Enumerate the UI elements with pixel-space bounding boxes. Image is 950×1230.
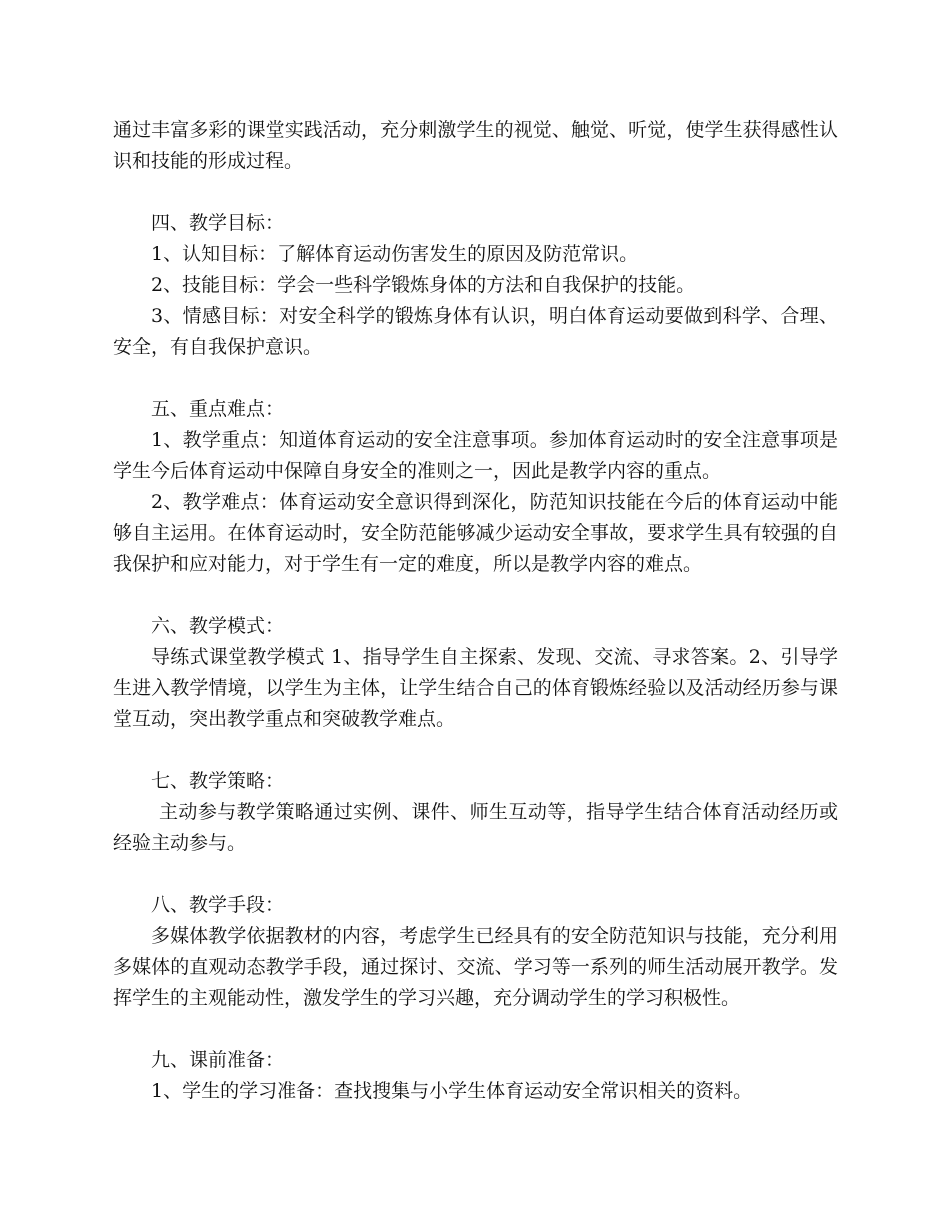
section-4-item-2: 2、技能目标：学会一些科学锻炼身体的方法和自我保护的技能。	[151, 274, 696, 296]
section-7-heading: 七、教学策略：	[151, 770, 285, 792]
section-8-body: 多媒体教学依据教材的内容，考虑学生已经具有的安全防范知识与技能，充分利用多媒体的直观动态教学手段，通过探讨、交流、学习等一系列的师生活动展开教学。发挥学生的主观能动性，激发学生的学习兴趣，充分调动学生的学习积极性。	[113, 925, 838, 1009]
section-4-item-3: 3、情感目标：对安全科学的锻炼身体有认识，明白体育运动要做到科学、合理、安全，有自我保护意识。	[113, 305, 838, 358]
section-7-body: 主动参与教学策略通过实例、课件、师生互动等，指导学生结合体育活动经历或经验主动参与。	[113, 801, 838, 854]
intro-paragraph: 通过丰富多彩的课堂实践活动，充分刺激学生的视觉、触觉、听觉，使学生获得感性认识和技能的形成过程。	[113, 119, 838, 172]
section-5-heading: 五、重点难点：	[151, 398, 285, 420]
section-9-heading: 九、课前准备：	[151, 1049, 285, 1071]
section-4-heading: 四、教学目标：	[151, 212, 285, 234]
section-5-item-2: 2、教学难点：体育运动安全意识得到深化，防范知识技能在今后的体育运动中能够自主运用。在体育运动时，安全防范能够减少运动安全事故，要求学生具有较强的自我保护和应对能力，对于学生有一定的难度，所以是教学内容的难点。	[113, 491, 838, 575]
section-6-body: 导练式课堂教学模式 1、指导学生自主探索、发现、交流、寻求答案。2、引导学生进入教学情境，以学生为主体，让学生结合自己的体育锻炼经验以及活动经历参与课堂互动，突出教学重点和突破教学难点。	[113, 646, 838, 730]
section-9-item-1: 1、学生的学习准备：查找搜集与小学生体育运动安全常识相关的资料。	[151, 1080, 753, 1102]
section-5-item-1: 1、教学重点：知道体育运动的安全注意事项。参加体育运动时的安全注意事项是学生今后体育运动中保障自身安全的准则之一，因此是教学内容的重点。	[113, 429, 838, 482]
section-4-item-1: 1、认知目标：了解体育运动伤害发生的原因及防范常识。	[151, 243, 639, 265]
document-body	[113, 115, 838, 1107]
section-8-heading: 八、教学手段：	[151, 894, 285, 916]
section-6-heading: 六、教学模式：	[151, 615, 285, 637]
